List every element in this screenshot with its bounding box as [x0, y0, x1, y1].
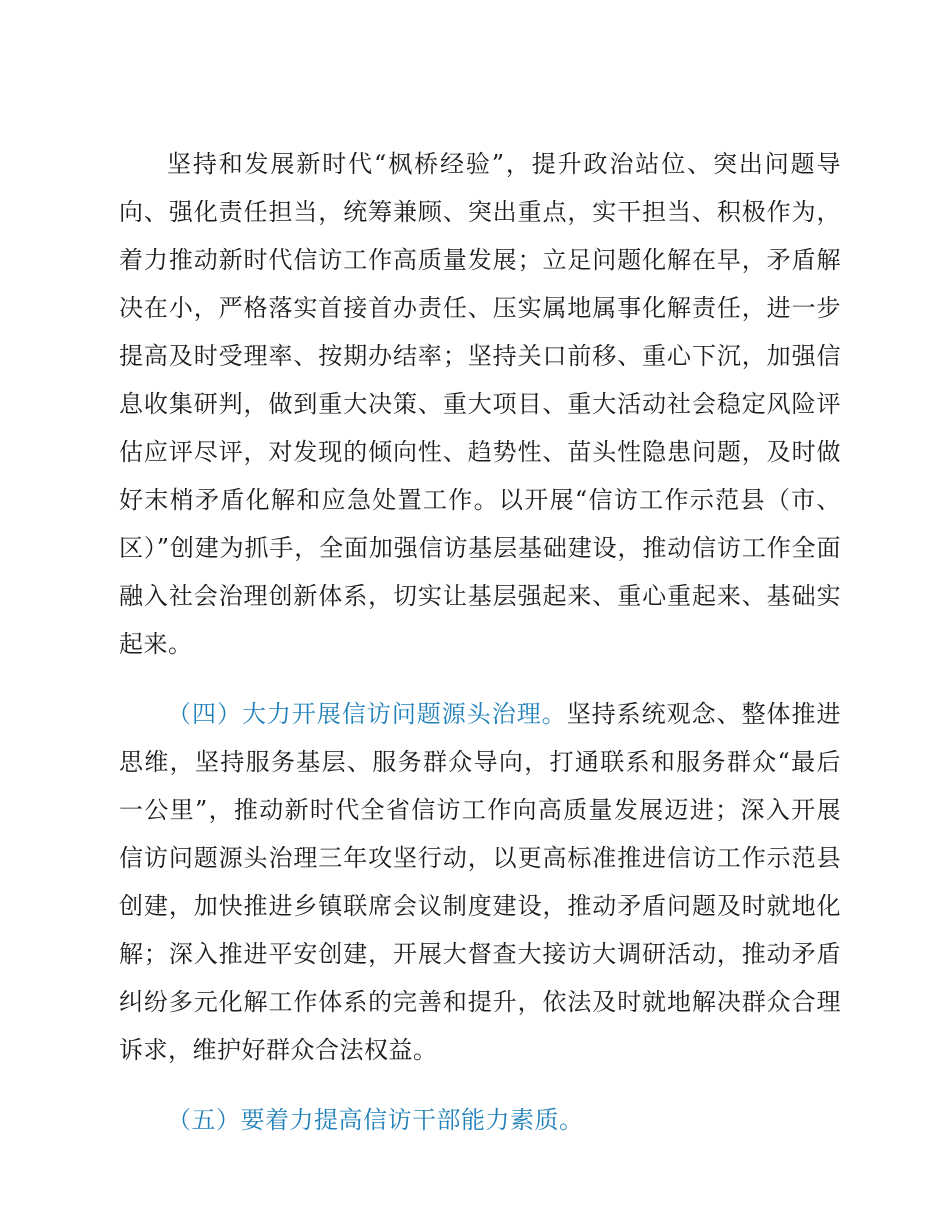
document-body: [119, 140, 841, 1144]
paragraph-3: [119, 1096, 841, 1144]
section-heading-5: （五）要着力提高信访干部能力素质。: [167, 1106, 584, 1134]
paragraph-2: [119, 690, 841, 1074]
paragraph-1: [119, 140, 841, 668]
section-heading-4: （四）大力开展信访问题源头治理。: [167, 700, 567, 728]
paragraph-1-text: 坚持和发展新时代“枫桥经验”，提升政治站位、突出问题导向、强化责任担当，统筹兼顾、突出重点，实干担当、积极作为，着力推动新时代信访工作高质量发展；立足问题化解在早，矛盾解决在小，严格落实首接首办责任、压实属地属事化解责任，进一步提高及时受理率、按期办结率；坚持关口前移、重心下沉，加强信息收集研判，做到重大决策、重大项目、重大活动社会稳定风险评估应评尽评，对发现的倾向性、趋势性、苗头性隐患问题，及时做好末梢矛盾化解和应急处置工作。以开展“信访工作示范县（市、区）”创建为抓手，全面加强信访基层基础建设，推动信访工作全面融入社会治理创新体系，切实让基层强起来、重心重起来、基础实起来。: [119, 150, 841, 658]
paragraph-2-text: 坚持系统观念、整体推进思维，坚持服务基层、服务群众导向，打通联系和服务群众“最后一公里”，推动新时代全省信访工作向高质量发展迈进；深入开展信访问题源头治理三年攻坚行动，以更高标准推进信访工作示范县创建，加快推进乡镇联席会议制度建设，推动矛盾问题及时就地化解；深入推进平安创建，开展大督查大接访大调研活动，推动矛盾纠纷多元化解工作体系的完善和提升，依法及时就地解决群众合理诉求，维护好群众合法权益。: [119, 700, 842, 1064]
